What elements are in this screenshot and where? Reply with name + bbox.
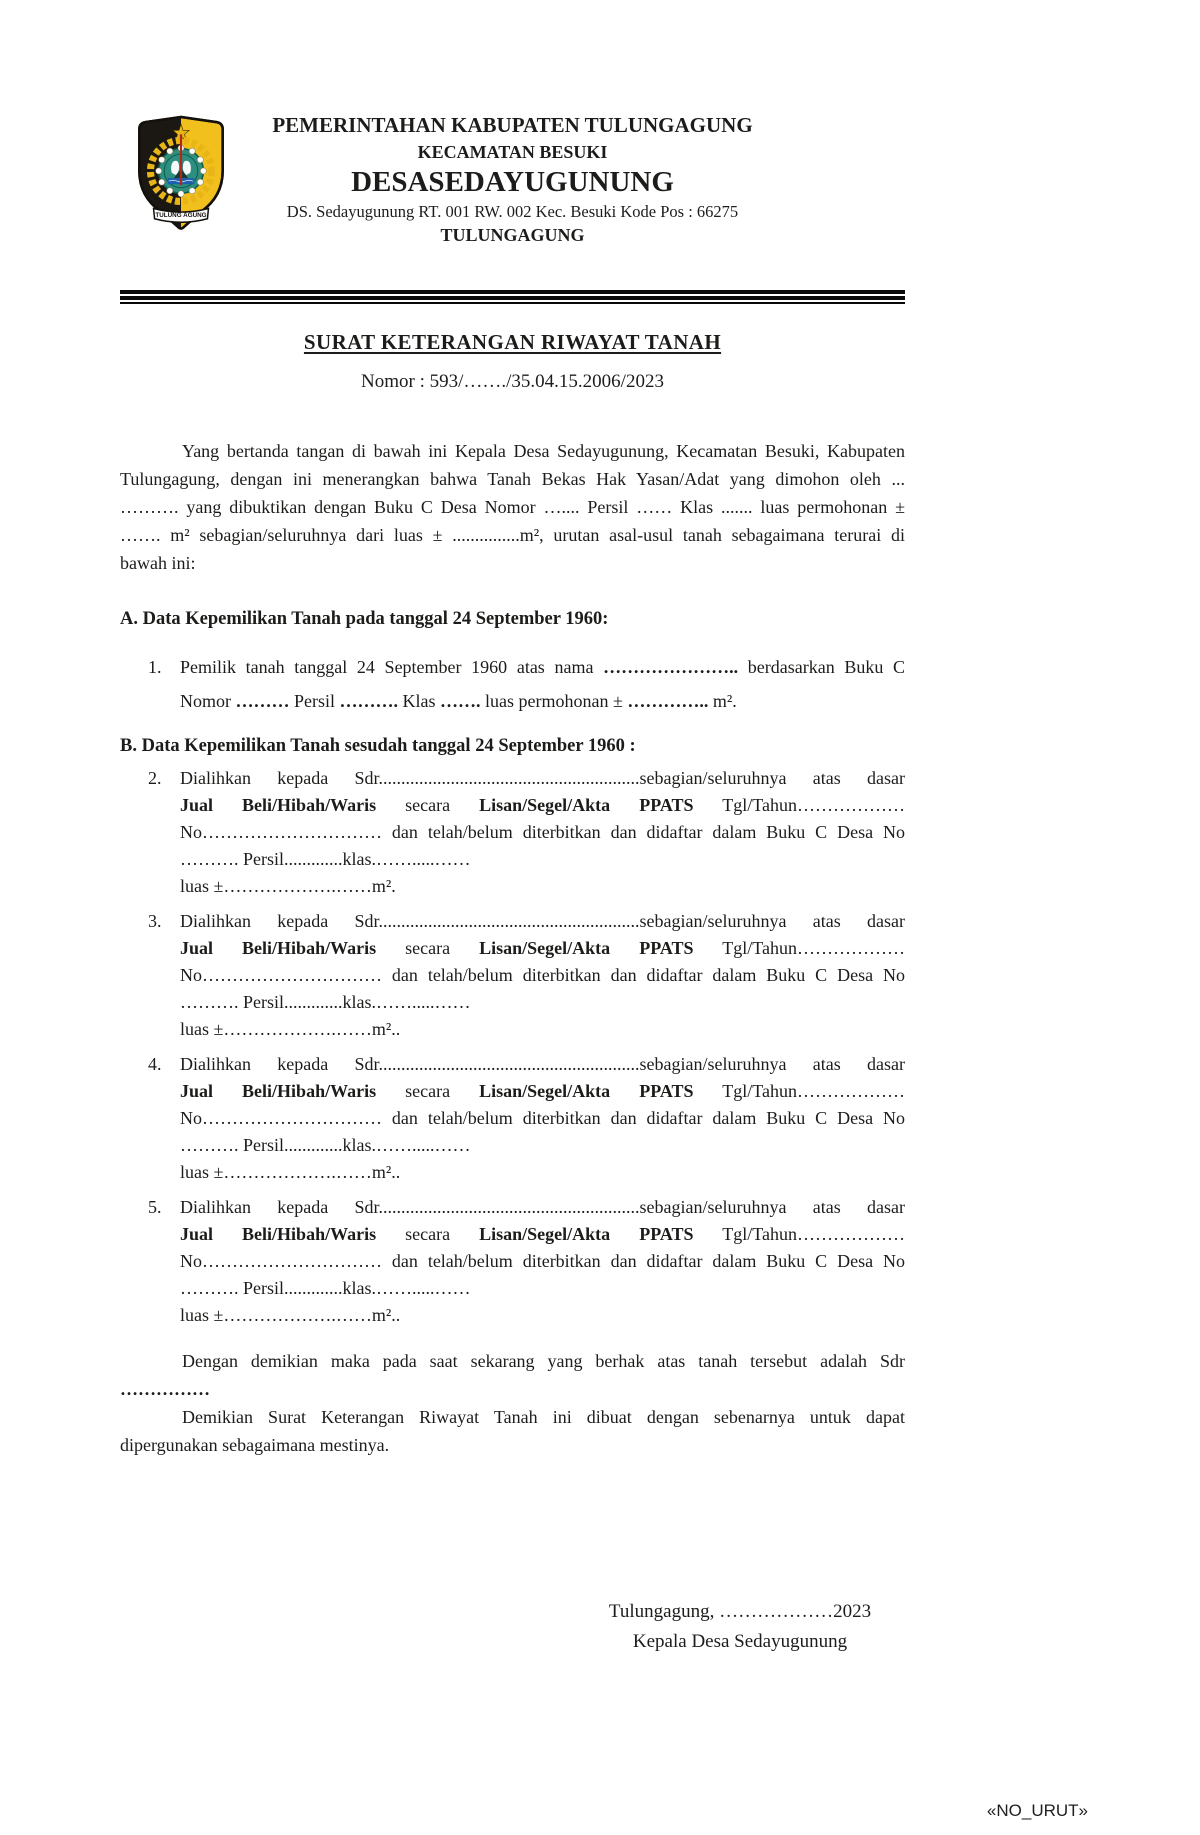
item-line: Jual Beli/Hibah/Waris secara Lisan/Segel/Akta PPATS Tgl/Tahun……………… xyxy=(180,795,905,815)
item-line: Pemilik tanah tanggal 24 September 1960 atas nama ………………….. berdasarkan Buku C xyxy=(180,657,905,677)
letterhead-address-line: DS. Sedayugunung RT. 001 RW. 002 Kec. Besuki Kode Pos : 66275 xyxy=(286,202,739,221)
item-line: luas ±……………….……m².. xyxy=(180,1305,401,1325)
closing-line: …………… xyxy=(120,1379,210,1399)
intro-line: ………. yang dibuktikan dengan Buku C Desa Nomor ….... Persil …… Klas ....... luas permohonan ± xyxy=(120,497,905,517)
item-line: No………………………… dan telah/belum diterbitkan dan didaftar dalam Buku C Desa No xyxy=(180,822,905,842)
closing-paragraph-1 xyxy=(120,1347,905,1403)
item-line: Jual Beli/Hibah/Waris secara Lisan/Segel/Akta PPATS Tgl/Tahun……………… xyxy=(180,938,905,958)
item-line: ………. Persil.............klas.…….....…… xyxy=(180,992,471,1012)
intro-line: Tulungagung, dengan ini menerangkan bahwa Tanah Bekas Hak Yasan/Adat yang dimohon oleh ... xyxy=(120,469,905,489)
letterhead-village-line: DESASEDAYUGUNUNG xyxy=(351,166,674,198)
intro-line: bawah ini: xyxy=(120,553,196,573)
tulungagung-regency-seal-icon xyxy=(125,114,237,236)
intro-line: Yang bertanda tangan di bawah ini Kepala Desa Sedayugunung, Kecamatan Besuki, Kabupaten xyxy=(182,441,905,461)
mail-merge-field-no-urut: «NO_URUT» xyxy=(986,1801,1088,1820)
item-line: Dialihkan kepada Sdr..........................................................sebagian/seluruhnya atas dasar xyxy=(180,1054,905,1074)
item-line: No………………………… dan telah/belum diterbitkan dan didaftar dalam Buku C Desa No xyxy=(180,1251,905,1271)
item-number: 4. xyxy=(148,1054,162,1074)
item-line: Dialihkan kepada Sdr..........................................................sebagian/seluruhnya atas dasar xyxy=(180,911,905,931)
item-line: luas ±……………….……m².. xyxy=(180,1019,401,1039)
letterhead-government-line: PEMERINTAHAN KABUPATEN TULUNGAGUNG xyxy=(272,113,753,137)
closing-line: Demikian Surat Keterangan Riwayat Tanah ini dibuat dengan sebenarnya untuk dapat xyxy=(182,1407,905,1427)
seal-banner-text: TULUNG AGUNG xyxy=(155,212,207,220)
item-line: Nomor ……… Persil ………. Klas ……. luas permohonan ± ………….. m². xyxy=(180,691,737,711)
item-line: No………………………… dan telah/belum diterbitkan dan didaftar dalam Buku C Desa No xyxy=(180,965,905,985)
transfer-item xyxy=(148,1051,905,1186)
closing-line: Dengan demikian maka pada saat sekarang yang berhak atas tanah tersebut adalah Sdr xyxy=(182,1351,905,1371)
item-line: ………. Persil.............klas.…….....…… xyxy=(180,1135,471,1155)
item-line: Jual Beli/Hibah/Waris secara Lisan/Segel/Akta PPATS Tgl/Tahun……………… xyxy=(180,1081,905,1101)
signature-place-date: Tulungagung, ………………2023 xyxy=(608,1601,872,1622)
document-title: SURAT KETERANGAN RIWAYAT TANAH xyxy=(303,330,722,354)
transfer-item xyxy=(148,1194,905,1329)
section-a-heading: A. Data Kepemilikan Tanah pada tanggal 24 September 1960: xyxy=(120,609,609,629)
item-line: Dialihkan kepada Sdr..........................................................sebagian/seluruhnya atas dasar xyxy=(180,1197,905,1217)
signature-block xyxy=(575,1597,905,1657)
item-number: 3. xyxy=(148,911,162,931)
closing-line: dipergunakan sebagaimana mestinya. xyxy=(120,1435,390,1455)
item-line: Jual Beli/Hibah/Waris secara Lisan/Segel/Akta PPATS Tgl/Tahun……………… xyxy=(180,1224,905,1244)
item-line: No………………………… dan telah/belum diterbitkan dan didaftar dalam Buku C Desa No xyxy=(180,1108,905,1128)
intro-line: ……. m² sebagian/seluruhnya dari luas ± ...............m², urutan asal-usul tanah sebagaimana terurai di xyxy=(120,525,905,545)
letterhead xyxy=(120,0,905,248)
item-line: luas ±……………….……m². xyxy=(180,876,396,896)
document-number: Nomor : 593/……./35.04.15.2006/2023 xyxy=(361,371,664,392)
closing-paragraph-2 xyxy=(120,1403,905,1459)
letterhead-divider xyxy=(120,290,905,304)
letterhead-district-line: KECAMATAN BESUKI xyxy=(417,142,608,162)
item-line: ………. Persil.............klas.…….....…… xyxy=(180,849,471,869)
signature-title: Kepala Desa Sedayugunung xyxy=(632,1631,848,1652)
item-number: 2. xyxy=(148,768,162,788)
document-page xyxy=(120,0,905,1657)
item-number: 1. xyxy=(148,657,162,677)
item-number: 5. xyxy=(148,1197,162,1217)
intro-paragraph xyxy=(120,437,905,577)
section-a-item xyxy=(148,650,905,718)
letterhead-regency-line: TULUNGAGUNG xyxy=(440,225,585,245)
item-line: luas ±……………….……m².. xyxy=(180,1162,401,1182)
item-line: Dialihkan kepada Sdr..........................................................sebagian/seluruhnya atas dasar xyxy=(180,768,905,788)
section-b-heading: B. Data Kepemilikan Tanah sesudah tanggal 24 September 1960 : xyxy=(120,736,636,756)
transfer-item xyxy=(148,765,905,900)
transfer-item xyxy=(148,908,905,1043)
letterhead-text xyxy=(120,112,905,248)
item-line: ………. Persil.............klas.…….....…… xyxy=(180,1278,471,1298)
